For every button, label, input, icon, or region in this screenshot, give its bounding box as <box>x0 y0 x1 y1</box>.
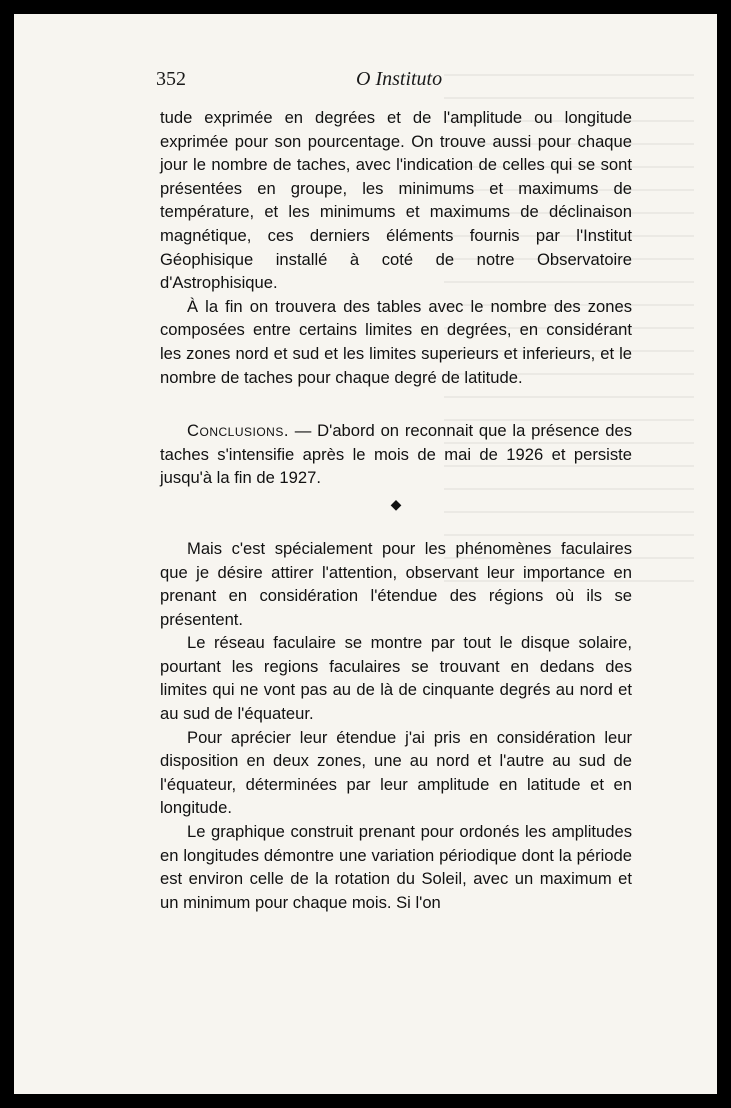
section-ornament: ◆ <box>390 495 402 512</box>
paragraph-4: Mais c'est spécialement pour les phénomènes faculaires que je désire attirer l'attention, observant leur importance en prenant en considération l'étendue des régions où ils se présentent. <box>160 538 632 629</box>
conclusions-label: Conclusions. <box>187 421 289 441</box>
paragraph-1: tude exprimée en degrées et de l'amplitude ou longitude exprimée pour son pourcentage. On trouve aussi pour chaque jour le nombre de taches, avec l'indication de celles qui se sont présentées en groupe, les minimums et maximums de température, et les minimums et maximums de déclinaison magnétique, ces derniers éléments fournis par l'Institut Géophisique installé à coté de notre Observatoire d'Astrophisique. <box>160 108 632 293</box>
paragraph-7: Le graphique construit prenant pour ordonés les amplitudes en longitudes démontre une variation périodique dont la période est environ celle de la rotation du Soleil, avec un maximum et un minimum pour chaque mois. Si l'on <box>160 822 632 912</box>
body-text <box>160 106 632 914</box>
running-title: O Instituto <box>356 68 443 90</box>
paragraph-conclusions <box>160 419 632 490</box>
page-header <box>156 68 646 94</box>
page-number: 352 <box>156 68 186 90</box>
conclusions-text: — D'abord on reconnait que la présence des taches s'intensifie après le mois de mai de 1926 et persiste jusqu'à la fin de 1927. <box>160 421 632 488</box>
paragraph-6: Pour aprécier leur étendue j'ai pris en considération leur disposition en deux zones, une au nord et l'autre au sud de l'équateur, déterminées par leur amplitude en latitude et en longitude. <box>160 727 632 818</box>
paragraph-5: Le réseau faculaire se montre par tout le disque solaire, pourtant les regions faculaires se trouvant en dedans des limites qui ne vont pas au de là de cinquante degrés au nord et au sud de l'équateur. <box>160 633 632 724</box>
paragraph-2: À la fin on trouvera des tables avec le nombre des zones composées entre certains limites en degrées, en considérant les zones nord et sud et les limites superieurs et inferieurs, et le nombre de taches pour chaque degré de latitude. <box>160 296 632 387</box>
book-page <box>14 14 717 1094</box>
